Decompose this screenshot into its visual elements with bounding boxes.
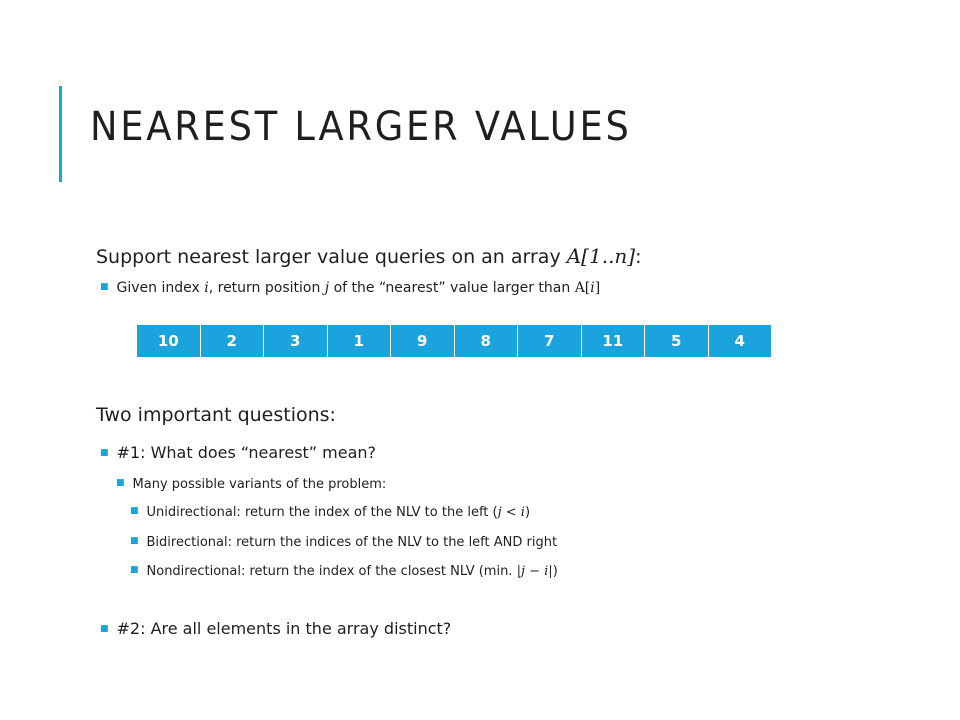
question-1-text: #1: What does “nearest” mean? — [116, 443, 377, 462]
square-bullet-icon: ■ — [116, 478, 125, 488]
array-a-close: ] — [594, 280, 601, 296]
array-cell: 3 — [264, 325, 328, 358]
array-notation: A[1..n] — [566, 244, 636, 268]
question-1-bullet — [100, 443, 376, 462]
square-bullet-icon: ■ — [130, 506, 139, 516]
array-cell: 7 — [518, 325, 582, 358]
question-2-text: #2: Are all elements in the array distinct? — [116, 619, 452, 638]
query-text-3: of the “nearest” value larger than — [329, 280, 575, 296]
variant-bi-text: Bidirectional: return the indices of the NLV to the left AND right — [146, 535, 558, 550]
array-row — [137, 325, 772, 358]
array-cell: 8 — [454, 325, 518, 358]
variant-non-text: Nondirectional: return the index of the closest NLV (min. — [146, 564, 517, 579]
square-bullet-icon: ■ — [100, 448, 109, 458]
square-bullet-icon: ■ — [130, 565, 139, 575]
array-cell: 2 — [200, 325, 264, 358]
slide-title: NEAREST LARGER VALUES — [90, 104, 632, 150]
query-bullet — [100, 280, 600, 296]
array-a-open: A[ — [574, 280, 591, 296]
variant-uni-close: ) — [524, 505, 531, 520]
index-i-math: i — [204, 280, 209, 296]
array-cell: 11 — [581, 325, 645, 358]
array-cell: 5 — [645, 325, 709, 358]
example-array — [136, 324, 772, 358]
intro-text: Support nearest larger value queries on an array — [96, 246, 567, 268]
variant-non-close: ) — [552, 564, 558, 579]
array-index-i: i — [590, 280, 595, 296]
array-cell: 1 — [327, 325, 391, 358]
question-2-bullet — [100, 619, 451, 638]
variant-unidirectional — [130, 505, 530, 520]
position-j-math: j — [324, 280, 330, 296]
query-text-2: , return position — [208, 280, 325, 296]
variant-bidirectional — [130, 535, 557, 550]
variant-uni-math: j < i — [497, 505, 525, 520]
intro-line — [96, 244, 642, 268]
variant-nondirectional — [130, 564, 558, 579]
square-bullet-icon: ■ — [100, 624, 109, 634]
questions-heading: Two important questions: — [96, 404, 336, 426]
array-cell: 9 — [391, 325, 455, 358]
square-bullet-icon: ■ — [100, 282, 109, 292]
query-text-1: Given index — [116, 280, 205, 296]
variant-non-math: |j − i| — [516, 564, 553, 579]
variants-intro-text: Many possible variants of the problem: — [132, 477, 387, 492]
square-bullet-icon: ■ — [130, 536, 139, 546]
array-cell: 10 — [137, 325, 201, 358]
array-cell: 4 — [708, 325, 772, 358]
variants-intro-bullet — [116, 477, 386, 492]
variant-uni-text: Unidirectional: return the index of the NLV to the left ( — [146, 505, 498, 520]
intro-suffix: : — [635, 246, 642, 268]
